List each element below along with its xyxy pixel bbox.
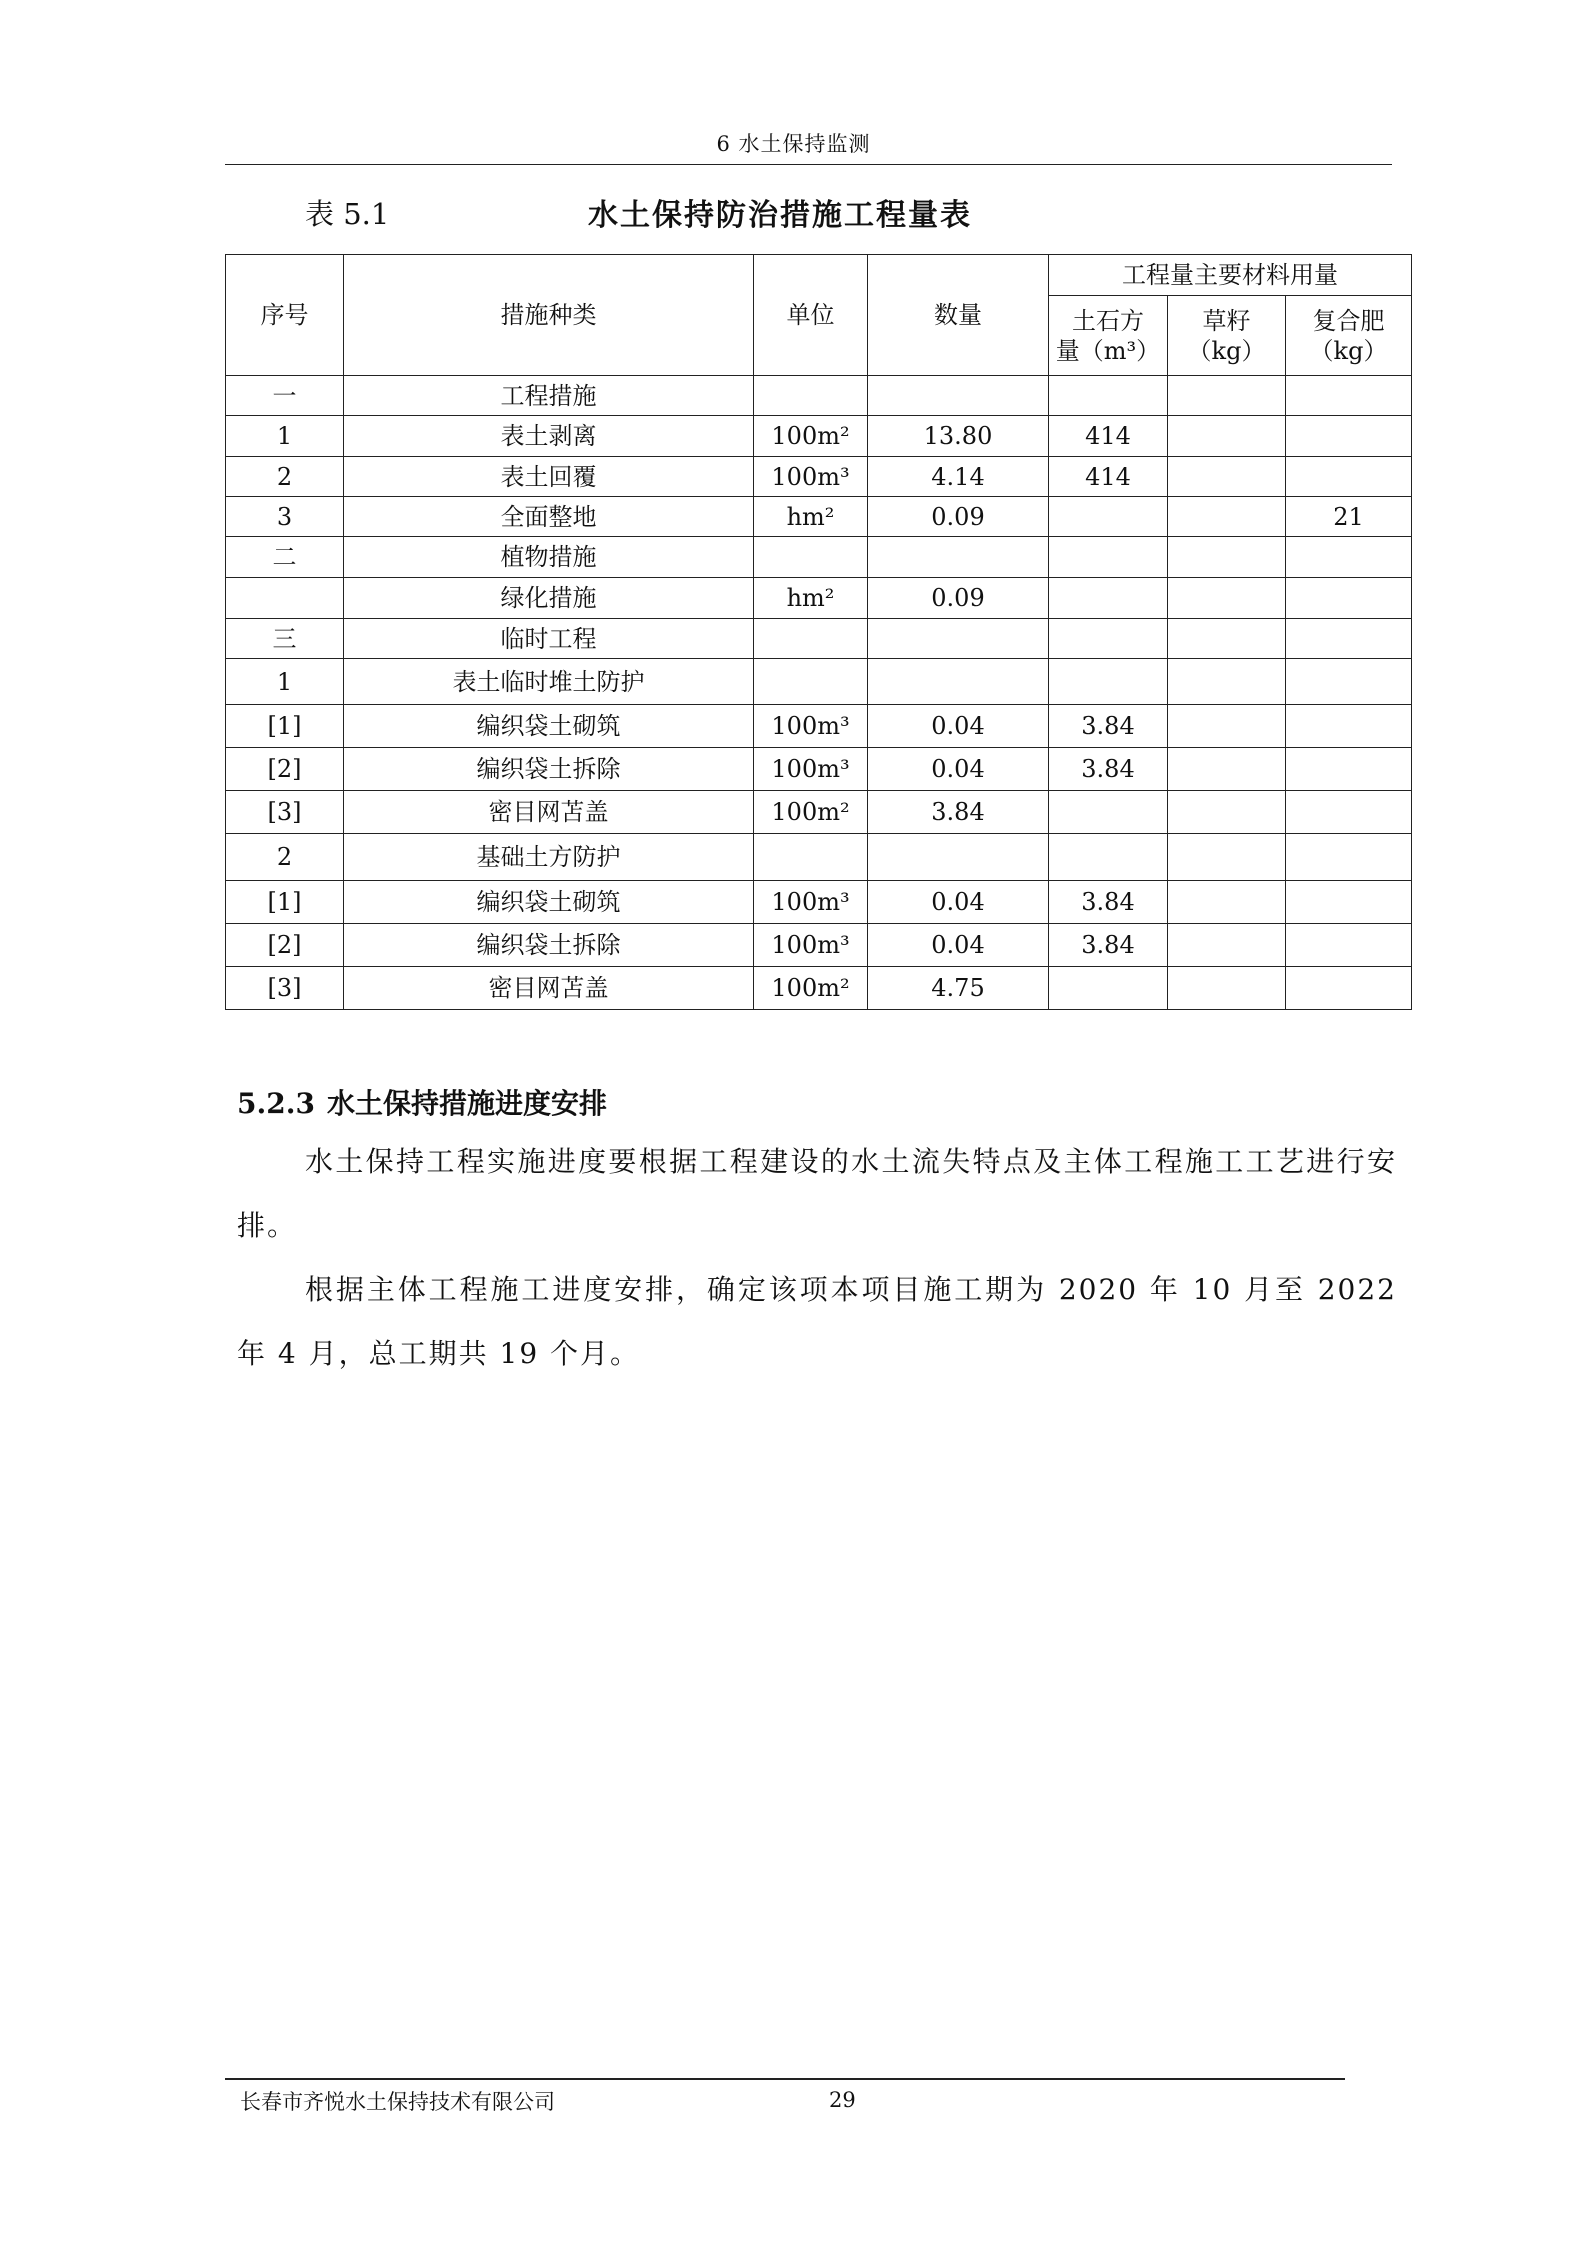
cell-fert (1286, 659, 1412, 705)
col-header-seq: 序号 (226, 255, 344, 376)
cell-fert (1286, 457, 1412, 497)
table-label: 表 5.1 (305, 197, 390, 231)
cell-qty (868, 619, 1049, 659)
table-row (226, 416, 1412, 457)
cell-unit: 100m³ (754, 881, 868, 924)
cell-earth (1049, 791, 1168, 834)
table-row (226, 659, 1412, 705)
section-number: 5.2.3 (237, 1087, 315, 1120)
cell-earth (1049, 578, 1168, 619)
table-row (226, 578, 1412, 619)
cell-type: 编织袋土砌筑 (344, 705, 754, 748)
table-row (226, 834, 1412, 881)
cell-grass (1168, 705, 1286, 748)
cell-fert (1286, 748, 1412, 791)
table-row (226, 705, 1412, 748)
col-header-grass-line2: （kg） (1187, 336, 1266, 365)
cell-qty: 0.09 (868, 578, 1049, 619)
footer-rule (225, 2078, 1345, 2080)
cell-qty: 13.80 (868, 416, 1049, 457)
cell-qty: 0.04 (868, 748, 1049, 791)
cell-earth: 3.84 (1049, 705, 1168, 748)
cell-unit: 100m³ (754, 705, 868, 748)
col-header-earth-line2: 量（m³） (1055, 336, 1161, 365)
quantity-table (225, 254, 1412, 1010)
cell-qty: 0.09 (868, 497, 1049, 537)
cell-seq: 3 (226, 497, 344, 537)
cell-unit: 100m² (754, 967, 868, 1010)
col-header-qty: 数量 (868, 255, 1049, 376)
footer-company: 长春市齐悦水土保持技术有限公司 (240, 2090, 555, 2114)
cell-fert (1286, 967, 1412, 1010)
cell-grass (1168, 497, 1286, 537)
cell-fert (1286, 791, 1412, 834)
col-header-type: 措施种类 (344, 255, 754, 376)
cell-fert (1286, 376, 1412, 416)
table-row (226, 791, 1412, 834)
cell-unit: 100m² (754, 416, 868, 457)
cell-earth: 3.84 (1049, 881, 1168, 924)
cell-grass (1168, 881, 1286, 924)
cell-seq (226, 578, 344, 619)
table-row (226, 881, 1412, 924)
paragraph: 水土保持工程实施进度要根据工程建设的水土流失特点及主体工程施工工艺进行安排。 (237, 1145, 1397, 1242)
cell-unit: 100m³ (754, 924, 868, 967)
cell-type: 绿化措施 (344, 578, 754, 619)
cell-fert (1286, 705, 1412, 748)
cell-type: 植物措施 (344, 537, 754, 578)
cell-qty: 4.75 (868, 967, 1049, 1010)
cell-grass (1168, 659, 1286, 705)
cell-unit (754, 834, 868, 881)
table-row (226, 619, 1412, 659)
cell-earth (1049, 537, 1168, 578)
cell-type: 工程措施 (344, 376, 754, 416)
cell-unit (754, 537, 868, 578)
cell-earth (1049, 834, 1168, 881)
cell-seq: [3] (226, 791, 344, 834)
col-header-material-group: 工程量主要材料用量 (1049, 255, 1412, 296)
col-header-fert (1286, 296, 1412, 376)
cell-unit (754, 376, 868, 416)
cell-type: 临时工程 (344, 619, 754, 659)
cell-seq: 2 (226, 457, 344, 497)
table-row (226, 924, 1412, 967)
cell-seq: [1] (226, 705, 344, 748)
cell-type: 全面整地 (344, 497, 754, 537)
col-header-fert-line1: 复合肥 (1312, 306, 1385, 335)
cell-seq: 三 (226, 619, 344, 659)
cell-qty: 3.84 (868, 791, 1049, 834)
cell-grass (1168, 619, 1286, 659)
cell-earth (1049, 967, 1168, 1010)
cell-seq: 二 (226, 537, 344, 578)
cell-seq: 1 (226, 416, 344, 457)
section-title: 水土保持措施进度安排 (326, 1087, 607, 1120)
paragraph: 根据主体工程施工进度安排，确定该项本项目施工期为 2020 年 10 月至 2022 年 4 月，总工期共 19 个月。 (237, 1273, 1397, 1370)
cell-type: 密目网苫盖 (344, 791, 754, 834)
cell-type: 密目网苫盖 (344, 967, 754, 1010)
cell-grass (1168, 791, 1286, 834)
cell-unit (754, 659, 868, 705)
cell-type: 编织袋土拆除 (344, 748, 754, 791)
cell-unit: 100m² (754, 791, 868, 834)
cell-seq: 2 (226, 834, 344, 881)
cell-type: 基础土方防护 (344, 834, 754, 881)
cell-unit: hm² (754, 497, 868, 537)
cell-fert (1286, 416, 1412, 457)
table-row (226, 748, 1412, 791)
cell-earth: 3.84 (1049, 748, 1168, 791)
cell-unit: hm² (754, 578, 868, 619)
cell-grass (1168, 748, 1286, 791)
cell-fert (1286, 578, 1412, 619)
cell-fert: 21 (1286, 497, 1412, 537)
cell-qty: 0.04 (868, 924, 1049, 967)
cell-grass (1168, 834, 1286, 881)
cell-grass (1168, 457, 1286, 497)
cell-type: 表土回覆 (344, 457, 754, 497)
cell-qty (868, 376, 1049, 416)
cell-type: 表土临时堆土防护 (344, 659, 754, 705)
table-row (226, 457, 1412, 497)
cell-fert (1286, 834, 1412, 881)
cell-qty: 0.04 (868, 705, 1049, 748)
cell-fert (1286, 881, 1412, 924)
cell-grass (1168, 578, 1286, 619)
table-row (226, 376, 1412, 416)
header-rule (225, 164, 1392, 165)
table-row (226, 497, 1412, 537)
cell-unit: 100m³ (754, 748, 868, 791)
table-row (226, 537, 1412, 578)
col-header-earth-line1: 土石方 (1072, 306, 1144, 335)
cell-type: 表土剥离 (344, 416, 754, 457)
cell-seq: 1 (226, 659, 344, 705)
cell-qty (868, 834, 1049, 881)
cell-earth (1049, 376, 1168, 416)
cell-unit: 100m³ (754, 457, 868, 497)
cell-qty (868, 659, 1049, 705)
cell-grass (1168, 416, 1286, 457)
table-body (226, 376, 1412, 1010)
cell-fert (1286, 924, 1412, 967)
cell-grass (1168, 376, 1286, 416)
cell-grass (1168, 537, 1286, 578)
running-header: 6 水土保持监测 (716, 132, 871, 156)
cell-earth (1049, 619, 1168, 659)
cell-qty (868, 537, 1049, 578)
cell-fert (1286, 619, 1412, 659)
cell-earth (1049, 497, 1168, 537)
cell-earth: 3.84 (1049, 924, 1168, 967)
cell-earth: 414 (1049, 416, 1168, 457)
col-header-unit: 单位 (754, 255, 868, 376)
cell-seq: [2] (226, 748, 344, 791)
table-head (226, 255, 1412, 376)
cell-earth (1049, 659, 1168, 705)
cell-qty: 4.14 (868, 457, 1049, 497)
col-header-grass-line1: 草籽 (1202, 306, 1251, 335)
cell-qty: 0.04 (868, 881, 1049, 924)
cell-type: 编织袋土砌筑 (344, 881, 754, 924)
cell-seq: [1] (226, 881, 344, 924)
cell-seq: [2] (226, 924, 344, 967)
cell-grass (1168, 924, 1286, 967)
cell-type: 编织袋土拆除 (344, 924, 754, 967)
table-row (226, 967, 1412, 1010)
cell-grass (1168, 967, 1286, 1010)
cell-unit (754, 619, 868, 659)
cell-fert (1286, 537, 1412, 578)
col-header-grass (1168, 296, 1286, 376)
cell-earth: 414 (1049, 457, 1168, 497)
table-title: 水土保持防治措施工程量表 (588, 198, 972, 233)
col-header-earth (1049, 296, 1168, 376)
cell-seq: 一 (226, 376, 344, 416)
cell-seq: [3] (226, 967, 344, 1010)
page-number: 29 (829, 2088, 856, 2112)
col-header-fert-line2: （kg） (1309, 336, 1388, 365)
section-heading (237, 1082, 607, 1122)
